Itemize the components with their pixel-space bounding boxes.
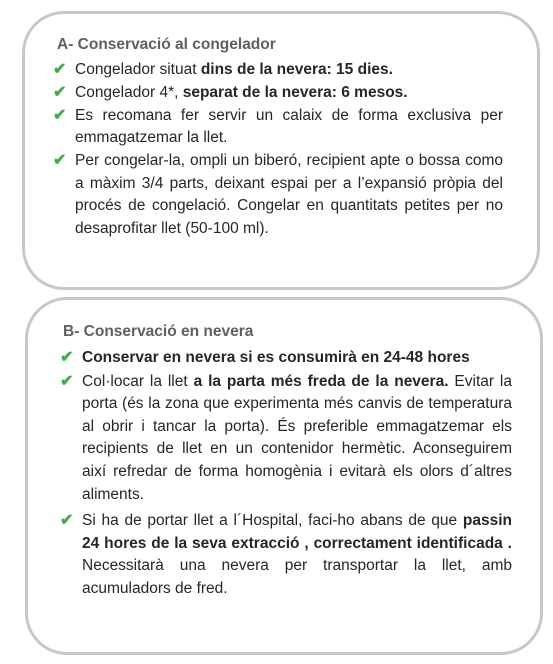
check-mark-icon: ✔ [53,152,67,170]
check-mark-icon: ✔ [60,512,74,530]
item-text: Es recomana fer servir un calaix de forma exclusiva per emmagatzemar la llet. [75,106,503,147]
list-item [53,59,503,82]
check-mark-icon: ✔ [53,83,67,101]
item-text: Congelador situat [75,61,201,78]
check-mark-icon: ✔ [53,106,67,124]
item-text: Congelador 4*, [75,83,183,101]
item-text: Si ha de portar llet a l´Hospital, faci-ho abans de que [82,512,463,530]
list-item [60,347,512,370]
item-text: Per congelar-la, ompli un biberó, recipient apte o bossa como a màxim 3/4 parts, deixant espai per a l’expansió pròpia del procés de congelació. Congelar en quantitats petites per no desaprofitar llet (50-100 ml). [75,152,503,238]
item-bold-text: dins de la nevera: 15 dies. [200,61,393,78]
item-bold-text: separat de la nevera: 6 mesos. [182,83,408,101]
section-b-list [60,347,512,601]
list-item [60,510,512,600]
item-bold-text: a la parta més freda de la nevera. [193,372,449,390]
list-item [53,105,503,150]
list-item [53,82,503,105]
item-text: Col·locar la llet [82,372,194,390]
item-bold-text: passin 24 hores de la seva extracció , correctament identificada . [82,512,512,552]
check-mark-icon: ✔ [53,61,67,78]
section-b-heading: B- Conservació en nevera [63,323,254,340]
check-mark-icon: ✔ [60,372,74,390]
section-a-heading: A- Conservació al congelador [57,36,276,53]
list-item [53,150,503,240]
section-b-box [25,297,543,655]
item-text-tail: Necessitarà una nevera per transportar la llet, amb acumuladors de fred. [82,557,512,597]
section-a-list [53,59,503,241]
item-text-tail: Evitar la porta (és la zona que experimenta més canvis de temperatura al obrir i tancar la porta). És preferible emmagatzemar els recipients de llet en un contenidor hermètic. Aconseguirem així refredar de forma homogènia i evitarà els olors d´altres aliments. [82,372,512,503]
section-a-box [22,11,540,290]
item-bold-text: Conservar en nevera si es consumirà en 24-48 hores [82,349,470,366]
list-item [60,371,512,507]
check-mark-icon: ✔ [60,349,74,366]
